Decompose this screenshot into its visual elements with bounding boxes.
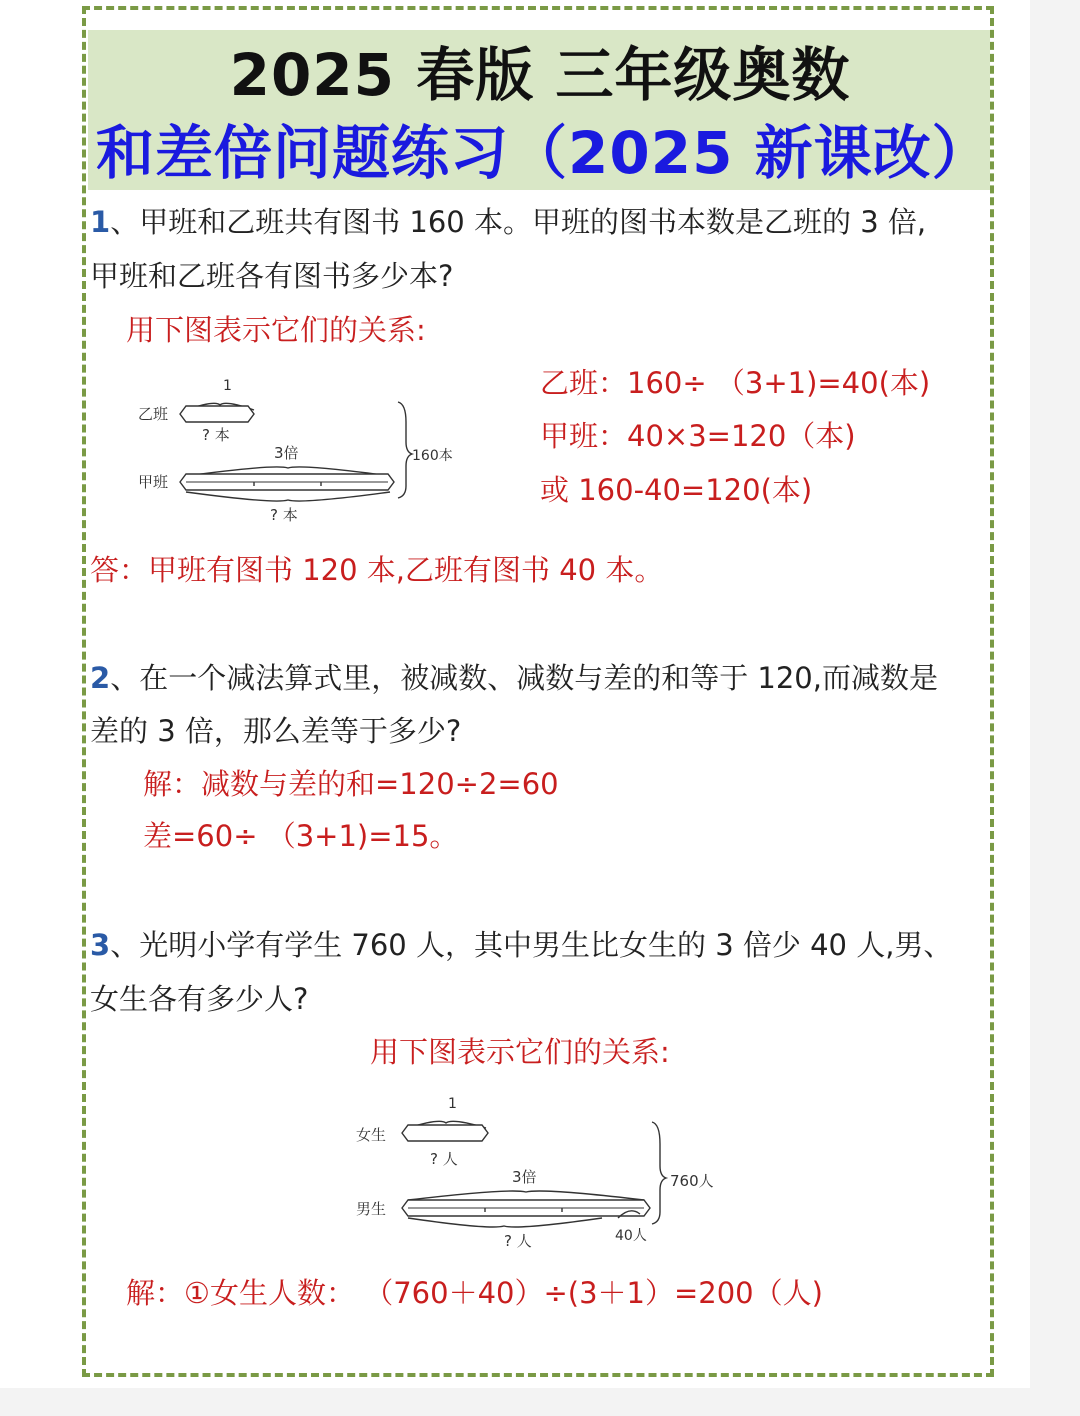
q3-label-top: 女生	[356, 1126, 387, 1144]
page-subtitle: 和差倍问题练习（2025 新课改）	[96, 119, 991, 187]
q1-bottom-count: 3倍	[274, 444, 299, 462]
q3-text-1: 、光明小学有学生 760 人，其中男生比女生的 3 倍少 40 人,男、	[110, 928, 953, 962]
q1-number: 1	[90, 205, 111, 239]
q3-solution-1: 解：①女生人数： （760＋40）÷(3＋1）=200（人)	[126, 1276, 823, 1310]
q1-label-top: 乙班	[138, 405, 169, 423]
q1-text-1: 、甲班和乙班共有图书 160 本。甲班的图书本数是乙班的 3 倍,	[110, 205, 927, 239]
page-title: 2025 春版 三年级奥数	[229, 41, 851, 109]
q1-total: 160本	[412, 448, 453, 464]
q1-answer: 答：甲班有图书 120 本,乙班有图书 40 本。	[90, 553, 664, 587]
q3-top-count: 1	[448, 1096, 457, 1112]
q1-top-unknown: ? 本	[202, 426, 230, 444]
q3-bottom-brace-top	[408, 1191, 644, 1200]
q3-total-brace	[652, 1122, 666, 1224]
q2-line2: 差的 3 倍，那么差等于多少?	[90, 714, 462, 748]
q3-number: 3	[90, 928, 111, 962]
q2-number: 2	[90, 661, 111, 695]
q1-bottom-unknown: ? 本	[270, 506, 298, 524]
q1-total-brace	[398, 402, 412, 498]
q1-diagram-caption: 用下图表示它们的关系:	[126, 313, 426, 347]
q3-top-segment	[402, 1125, 488, 1141]
q1-label-bottom: 甲班	[138, 473, 169, 491]
q1-top-segment	[180, 406, 254, 422]
q2-line1	[90, 660, 938, 696]
q3-top-unknown: ? 人	[430, 1150, 458, 1168]
q1-bottom-brace	[186, 492, 390, 501]
q3-line1	[90, 927, 952, 963]
q3-diagram-caption: 用下图表示它们的关系:	[370, 1035, 670, 1069]
q3-bottom-unknown: ? 人	[504, 1232, 532, 1250]
q2-text-1: 、在一个减法算式里，被减数、减数与差的和等于 120,而减数是	[110, 661, 938, 695]
q2-solution-2: 差=60÷ （3+1)=15。	[143, 819, 459, 853]
q3-total: 760人	[670, 1172, 714, 1190]
q3-bottom-count: 3倍	[512, 1168, 537, 1186]
q3-line2: 女生各有多少人?	[90, 982, 309, 1016]
q1-solution-3: 或 160-40=120(本)	[540, 473, 813, 507]
q1-solution-1: 乙班：160÷ （3+1)=40(本)	[540, 366, 931, 400]
q3-diff: 40人	[615, 1228, 647, 1244]
q1-top-count: 1	[223, 378, 232, 394]
q1-solution-2: 甲班：40×3=120（本)	[540, 419, 856, 453]
q2-solution-1: 解：减数与差的和=120÷2=60	[143, 767, 559, 801]
page-margin-right	[1030, 0, 1080, 1416]
q3-line-diagram	[340, 1088, 740, 1258]
page-margin-bottom	[0, 1388, 1080, 1416]
q3-label-bottom: 男生	[356, 1200, 387, 1218]
q1-line1	[90, 204, 926, 240]
q1-line2: 甲班和乙班各有图书多少本?	[90, 259, 454, 293]
q3-bottom-brace	[408, 1218, 602, 1227]
q1-line-diagram	[120, 372, 480, 532]
